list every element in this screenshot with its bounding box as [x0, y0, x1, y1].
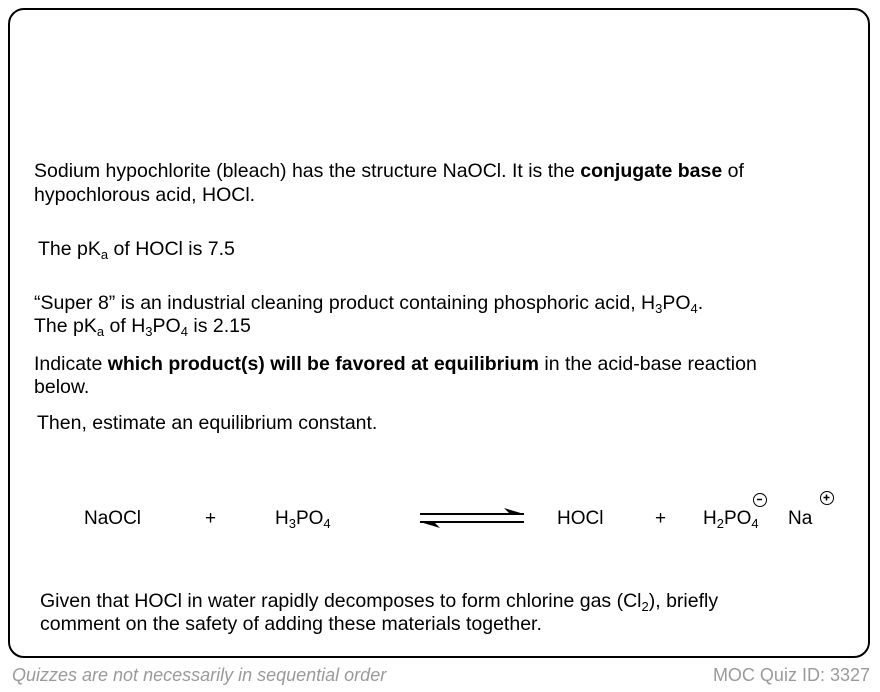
negative-charge-icon: [753, 493, 767, 507]
given-line-1: Given that HOCl in water rapidly decomposes to form chlorine gas $(Cl_2)$, briefly: [40, 590, 719, 614]
then-estimate: Then, estimate an equilibrium constant.: [37, 412, 378, 434]
positive-charge-icon: [820, 491, 834, 505]
given-line-2: comment on the safety of adding these materials together.: [40, 613, 542, 635]
indicate-line-2: below.: [34, 376, 90, 398]
product-na: Na: [788, 508, 813, 529]
product-hocl: HOCl: [557, 508, 604, 529]
intro-line-2: hypochlorous acid, HOCl.: [34, 184, 256, 206]
super8-line-1: “Super 8” is an industrial cleaning product containing phosphoric acid, $H_3PO_4$.: [34, 292, 704, 316]
conjugate-base-bold: conjugate base: [580, 160, 723, 182]
super8-line-2: The $pK_a$ of $H_3PO_4$ is 2.15: [34, 315, 251, 339]
intro-line-1: Sodium hypochlorite (bleach) has the structure NaOCl. It is the conjugate base of: [34, 160, 744, 182]
pka-hocl: The $pK_a$ of HOCl is 7.5: [38, 238, 235, 262]
indicate-line-1: Indicate which product(s) will be favored at equilibrium in the acid-base reaction: [34, 353, 757, 375]
footer-note: Quizzes are not necessarily in sequential order: [12, 665, 387, 685]
plus-sign-1: +: [205, 508, 217, 529]
reactant-h3po4: $H_3PO_4$: [275, 508, 331, 531]
product-h2po4: $H_2PO_4$: [703, 508, 759, 531]
plus-sign-2: +: [655, 508, 667, 529]
quiz-id: MOC Quiz ID: 3327: [712, 665, 870, 685]
reactant-naocl: NaOCl: [84, 508, 142, 529]
favored-equilibrium-bold: which product(s) will be favored at equilibrium: [107, 353, 539, 375]
equilibrium-arrows-icon: [416, 506, 528, 532]
